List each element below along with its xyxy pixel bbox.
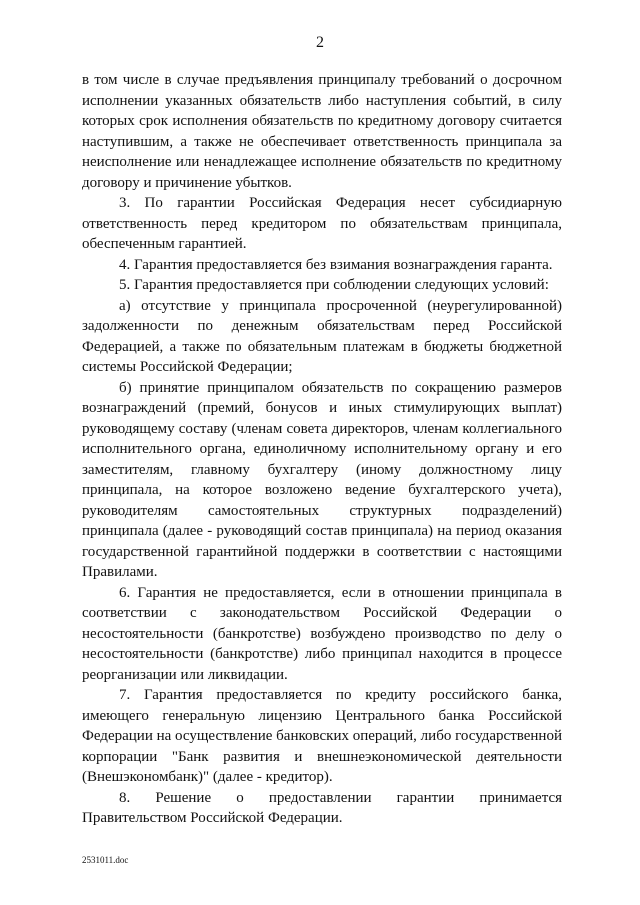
paragraph-clause-8: 8. Решение о предоставлении гарантии принимается Правительством Российской Федерации. [82, 789, 562, 826]
page-number: 2 [316, 34, 324, 51]
paragraph-continuation: в том числе в случае предъявления принципалу требований о досрочном исполнении указанных обязательств либо наступления событий, в силу которых срок исполнения обязательств по кредитному договору считается наступившим, а также не обеспечивает ответственность принципала за неисполнение или ненадлежащее исполнение обязательств по кредитному договору и причинение убытков. [82, 72, 562, 191]
footer-filename: 2531011.doc [82, 855, 129, 865]
document-body [82, 70, 562, 829]
paragraph-clause-4: 4. Гарантия предоставляется без взимания вознаграждения гаранта. [119, 256, 553, 273]
paragraph-clause-7: 7. Гарантия предоставляется по кредиту российского банка, имеющего генеральную лицензию Центрального банка Российской Федерации на осуществление банковских операций, либо государственной корпорации "Банк развития и внешнеэкономической деятельности (Внешэкономбанк)" (далее - кредитор). [82, 687, 562, 785]
paragraph-clause-6: 6. Гарантия не предоставляется, если в отношении принципала в соответствии с законодательством Российской Федерации о несостоятельности (банкротстве) возбуждено производство по делу о несостоятельности (банкротстве) либо принципал находится в процессе реорганизации или ликвидации. [82, 584, 562, 683]
paragraph-clause-5b: б) принятие принципалом обязательств по сокращению размеров вознаграждений (премий, бонусов и иных стимулирующих выплат) руководящему составу (членам совета директоров, членам коллегиального исполнительного органа, единоличному исполнительному органу и его заместителям, главному бухгалтеру (иному должностному лицу принципала, на которое возложено ведение бухгалтерского учета), руководителям самостоятельных структурных подразделений) принципала (далее - руководящий состав принципала) на период оказания государственной гарантийной поддержки в соответствии с настоящими Правилами. [82, 379, 562, 580]
paragraph-clause-3: 3. По гарантии Российская Федерация несет субсидиарную ответственность перед кредитором по обязательствам принципала, обеспеченным гарантией. [82, 195, 562, 252]
paragraph-clause-5: 5. Гарантия предоставляется при соблюдении следующих условий: [119, 277, 549, 293]
paragraph-clause-5a: а) отсутствие у принципала просроченной (неурегулированной) задолженности по денежным обязательствам перед Российской Федерацией, а также по обязательным платежам в бюджеты бюджетной системы Российской Федерации; [82, 297, 562, 375]
